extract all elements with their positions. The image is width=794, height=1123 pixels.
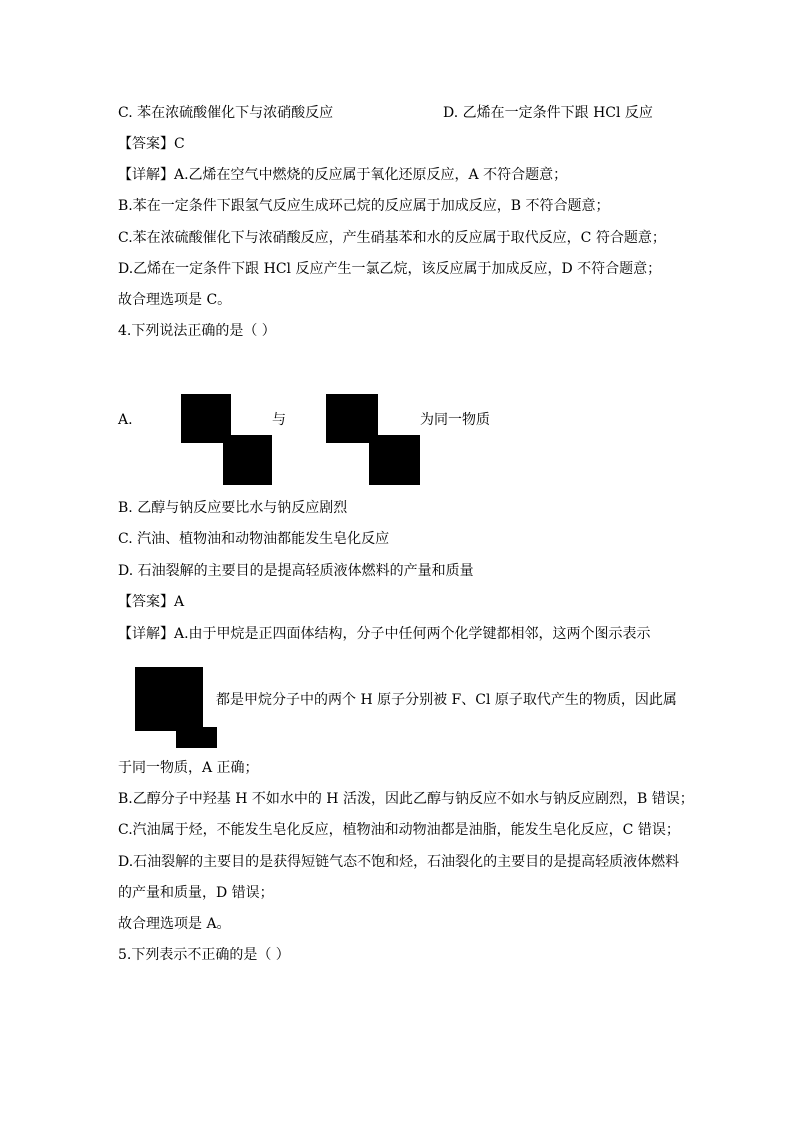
- q3-option-d: D. 乙烯在一定条件下跟 HCl 反应: [443, 105, 653, 121]
- q4-detail-b: B.乙醇分子中羟基 H 不如水中的 H 活泼，因此乙醇与钠反应不如水与钠反应剧烈，B 错误；: [118, 791, 694, 807]
- q4-option-a-suffix: 为同一物质: [420, 412, 490, 428]
- q3-conclusion: 故合理选项是 C。: [118, 292, 232, 308]
- structure-image-1-lower-block: [223, 435, 272, 485]
- q4-option-b: B. 乙醇与钠反应要比水与钠反应剧烈: [118, 500, 348, 516]
- q3-option-c: C. 苯在浓硫酸催化下与浓硝酸反应: [118, 105, 334, 121]
- q4-detail-d1: D.石油裂解的主要目的是获得短链气态不饱和烃，石油裂化的主要目的是提高轻质液体燃料: [118, 854, 680, 870]
- q3-detail-c: C.苯在浓硫酸催化下与浓硝酸反应，产生硝基苯和水的反应属于取代反应，C 符合题意；: [118, 230, 666, 246]
- q3-detail-a: 【详解】A.乙烯在空气中燃烧的反应属于氧化还原反应，A 不符合题意；: [118, 167, 568, 183]
- q4-detail-d2: 的产量和质量，D 错误；: [118, 885, 274, 901]
- q4-detail-line2: 都是甲烷分子中的两个 H 原子分别被 F、Cl 原子取代产生的物质，因此属: [216, 692, 677, 708]
- q4-option-a-and: 与: [272, 412, 286, 428]
- structure-image-2-lower-block: [369, 435, 420, 485]
- q4-option-c: C. 汽油、植物油和动物油都能发生皂化反应: [118, 531, 390, 547]
- q4-conclusion: 故合理选项是 A。: [118, 916, 231, 932]
- q3-answer: 【答案】C: [118, 136, 185, 152]
- q5-stem: 5.下列表示不正确的是（ ）: [118, 947, 290, 963]
- q3-detail-b: B.苯在一定条件下跟氢气反应生成环己烷的反应属于加成反应，B 不符合题意；: [118, 198, 610, 214]
- q4-detail-line3: 于同一物质，A 正确；: [118, 760, 259, 776]
- structure-image-3-main-block: [135, 667, 203, 731]
- q4-detail-line1: 【详解】A.由于甲烷是正四面体结构，分子中任何两个化学键都相邻，这两个图示表示: [118, 626, 651, 642]
- q4-detail-c: C.汽油属于烃，不能发生皂化反应，植物油和动物油都是油脂，能发生皂化反应，C 错误；: [118, 822, 680, 838]
- q4-stem: 4.下列说法正确的是（ ）: [118, 323, 276, 339]
- q3-detail-d: D.乙烯在一定条件下跟 HCl 反应产生一氯乙烷，该反应属于加成反应，D 不符合题意；: [118, 261, 662, 277]
- q4-option-d: D. 石油裂解的主要目的是提高轻质液体燃料的产量和质量: [118, 563, 474, 579]
- q4-option-a-prefix: A.: [118, 412, 133, 428]
- structure-image-3-tail-block: [176, 727, 217, 748]
- q4-answer: 【答案】A: [118, 594, 185, 610]
